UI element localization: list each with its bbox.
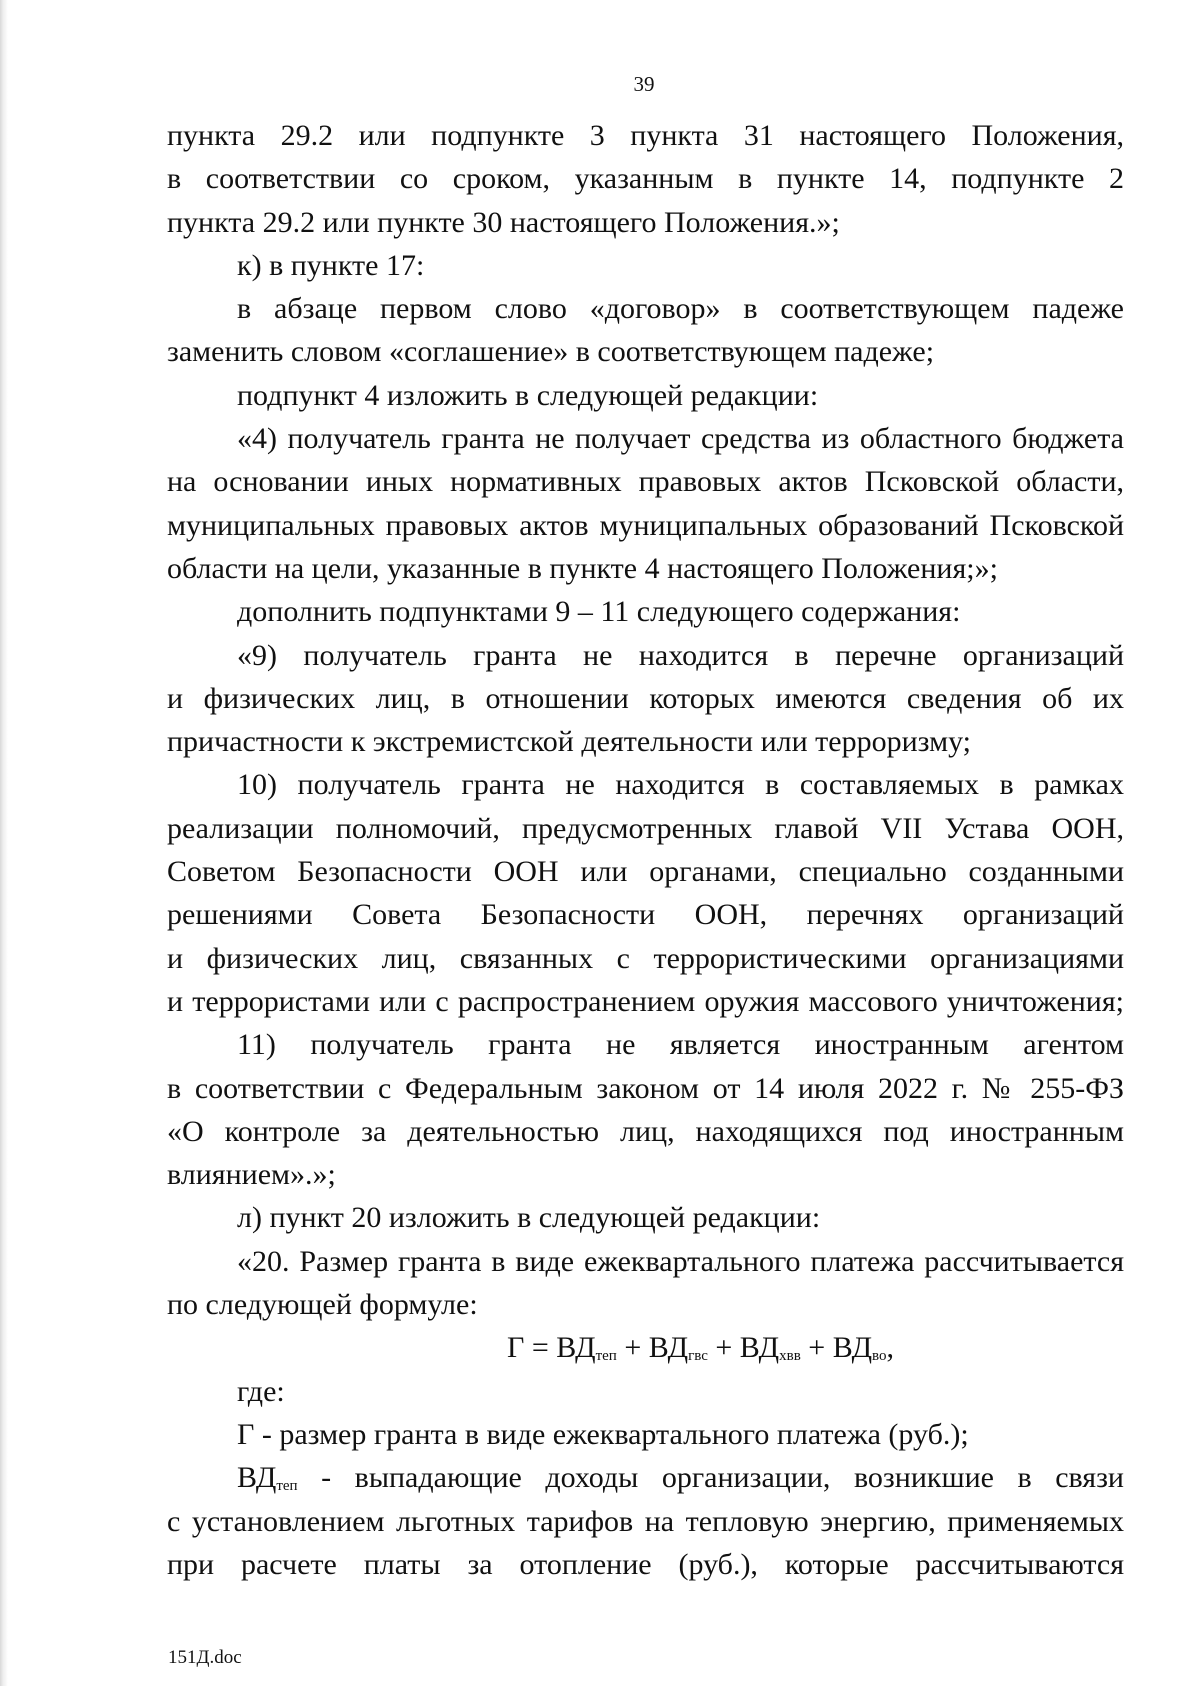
text-line: и физических лиц, связанных с террористическими организациями	[167, 941, 1124, 975]
page-number: 39	[633, 72, 655, 96]
text-line: и физических лиц, в отношении которых имеются сведения об их	[167, 681, 1124, 715]
text-line: Советом Безопасности ООН или органами, специально созданными	[167, 855, 1124, 889]
formula-part: + ВД	[800, 1331, 873, 1365]
text-line: «20. Размер гранта в виде ежеквартального платежа рассчитывается	[237, 1244, 1124, 1278]
formula-part: + ВД	[707, 1331, 780, 1365]
text-line: л) пункт 20 изложить в следующей редакции:	[237, 1201, 821, 1235]
text-line: на основании иных нормативных правовых актов Псковской области,	[167, 465, 1124, 499]
text-line: подпункт 4 изложить в следующей редакции:	[237, 378, 819, 412]
text-line: «9) получатель гранта не находится в перечне организаций	[237, 638, 1124, 672]
text-line: области на цели, указанные в пункте 4 настоящего Положения;»;	[167, 551, 998, 585]
formula-part: + ВД	[616, 1331, 689, 1365]
grant-formula	[167, 1326, 1124, 1369]
text-line: 11) получатель гранта не является иностранным агентом	[237, 1028, 1124, 1062]
formula-subscript: во	[872, 1348, 887, 1365]
formula-subscript: теп	[595, 1348, 617, 1365]
vd-definition-line	[167, 1456, 1124, 1499]
text-line: «О контроле за деятельностью лиц, находящихся под иностранным	[167, 1114, 1124, 1148]
text-line: в абзаце первом слово «договор» в соответствующем падеже	[237, 292, 1124, 326]
formula-part: ,	[886, 1331, 895, 1365]
text-line: Г - размер гранта в виде ежеквартального платежа (руб.);	[237, 1417, 969, 1451]
text-line: пункта 29.2 или пункте 30 настоящего Положения.»;	[167, 205, 840, 239]
formula-part: Г = ВД	[506, 1331, 596, 1365]
text-line: где:	[237, 1374, 285, 1408]
formula-subscript: хвв	[779, 1348, 801, 1365]
text-line: «4) получатель гранта не получает средства из областного бюджета	[237, 422, 1124, 456]
text-line: муниципальных правовых актов муниципальных образований Псковской	[167, 508, 1124, 542]
vd-symbol: ВД	[237, 1461, 277, 1495]
text-line: по следующей формуле:	[167, 1288, 478, 1322]
text-line: решениями Совета Безопасности ООН, перечнях организаций	[167, 898, 1124, 932]
formula-subscript: гвс	[688, 1348, 708, 1365]
text-line: причастности к экстремистской деятельности или терроризму;	[167, 725, 972, 759]
text-line: при расчете платы за отопление (руб.), которые рассчитываются	[167, 1547, 1124, 1581]
scan-edge	[0, 0, 8, 1686]
text-line: и террористами или с распространением оружия массового уничтожения;	[167, 984, 1124, 1018]
text-line: дополнить подпунктами 9 – 11 следующего содержания:	[237, 595, 961, 629]
text-line: заменить словом «соглашение» в соответствующем падеже;	[167, 335, 935, 369]
text-line: влиянием».»;	[167, 1158, 336, 1192]
footer-filename: 151Д.doc	[168, 1647, 242, 1668]
text-line: 10) получатель гранта не находится в составляемых в рамках	[237, 768, 1124, 802]
text-line: в соответствии со сроком, указанным в пункте 14, подпункте 2	[167, 162, 1124, 196]
vd-subscript: теп	[276, 1478, 298, 1495]
text-line: реализации полномочий, предусмотренных главой VII Устава ООН,	[167, 811, 1124, 845]
text-line: пункта 29.2 или подпункте 3 пункта 31 настоящего Положения,	[167, 119, 1124, 152]
text-line: с установлением льготных тарифов на тепловую энергию, применяемых	[167, 1504, 1124, 1538]
text-line: в соответствии с Федеральным законом от 14 июля 2022 г. № 255-ФЗ	[167, 1071, 1124, 1105]
vd-definition-text: - выпадающие доходы организации, возникшие в связи	[297, 1461, 1124, 1495]
text-line: к) в пункте 17:	[237, 248, 425, 282]
document-body	[167, 114, 1124, 1586]
